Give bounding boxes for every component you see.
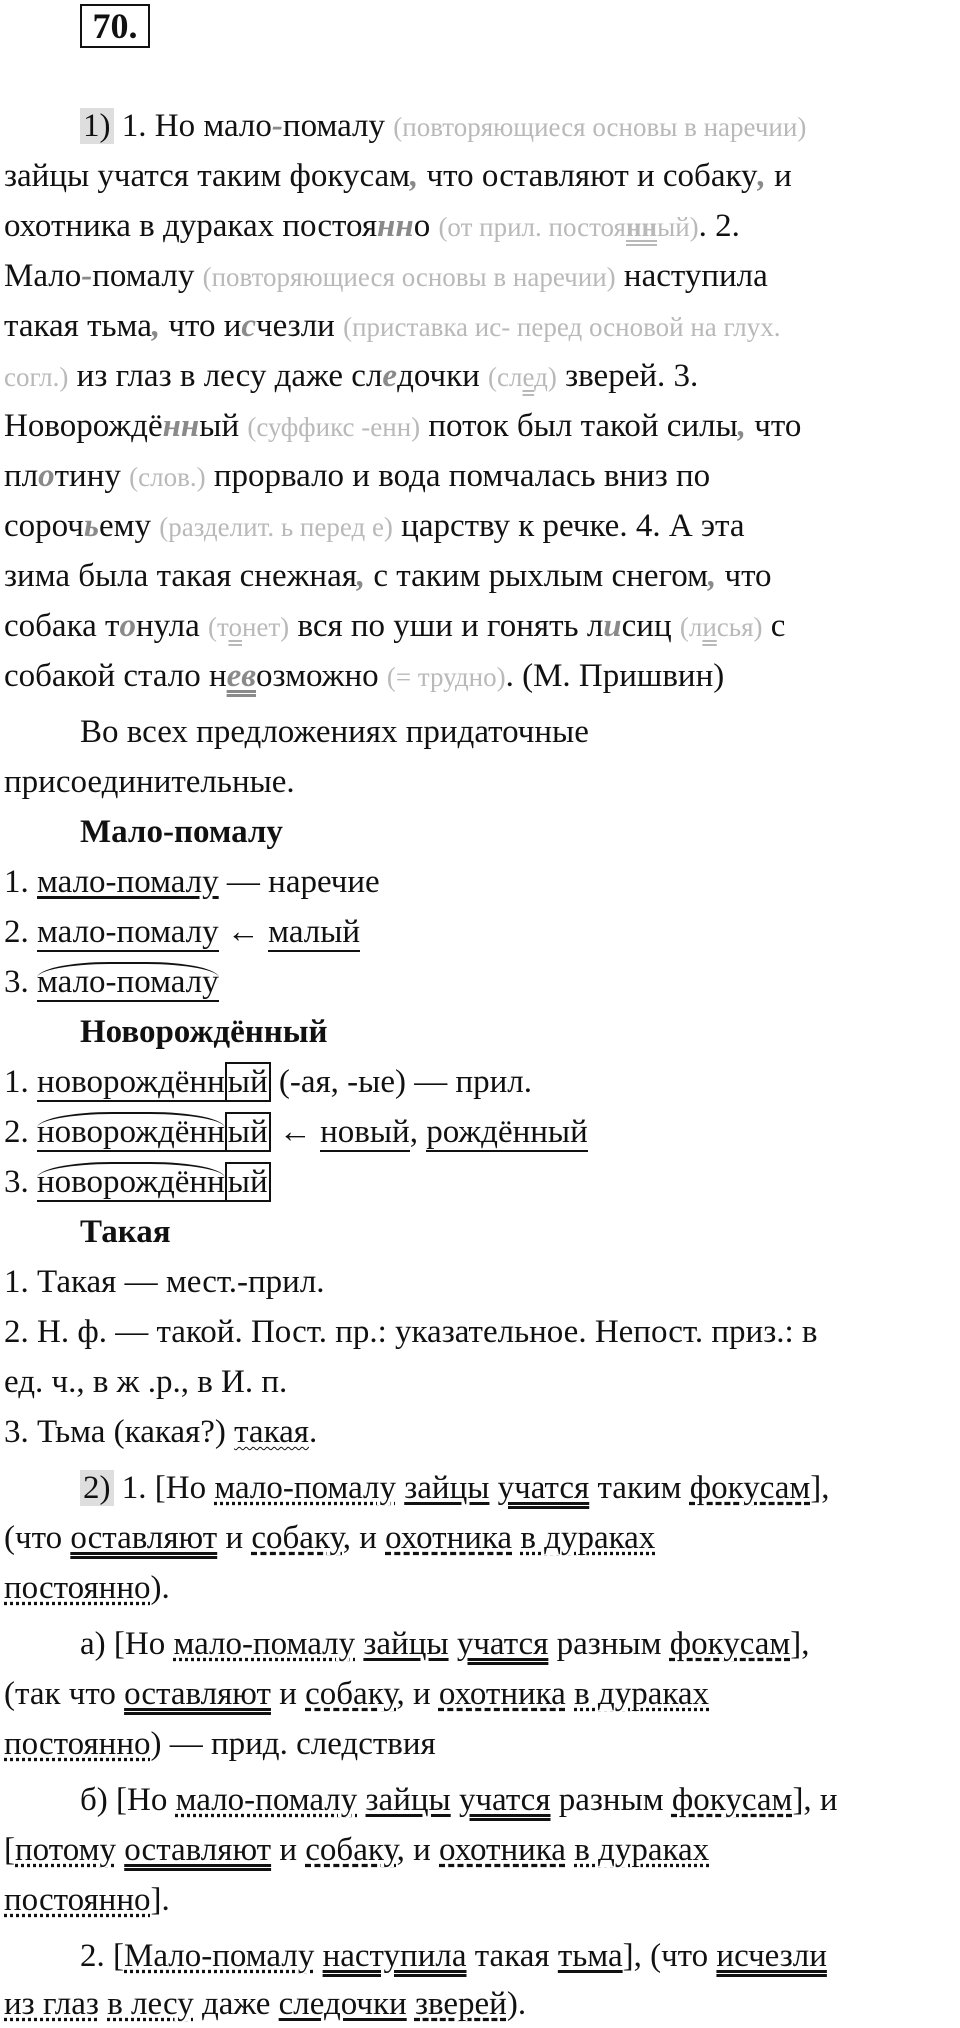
syntax-line: постоянно]. [4,1882,170,1918]
syntax-line: [потому оставляют и собаку, и охотника в дураках [4,1832,710,1868]
section-heading: Мало-помалу [80,814,283,850]
syntax-line: из глаз в лесу даже следочки зверей). [4,1986,527,2022]
task-marker: 1) [80,108,114,144]
text-line: зайцы учатся таким фокусам, что оставляют и собаку, и [4,158,792,194]
syntax-line: б) [Но мало-помалу зайцы учатся разным фокусам], и [80,1782,838,1818]
text-line: Во всех предложениях придаточные [80,714,589,750]
syntax-line: (что оставляют и собаку, и охотника в дураках [4,1520,656,1556]
analysis-line: 2. новорождённый ← новый, рождённый [4,1114,588,1150]
text-line: зима была такая снежная, с таким рыхлым снегом, что [4,558,772,594]
text-line: собакой стало невозможно (= трудно). (М. Пришвин) [4,658,725,694]
analysis-line: 3. новорождённый [4,1162,271,1202]
text-line: согл.) из глаз в лесу даже следочки (след) зверей. 3. [4,358,699,394]
syntax-line: а) [Но мало-помалу зайцы учатся разным фокусам], [80,1626,810,1662]
syntax-line: 2. [Мало-помалу наступила такая тьма], (что исчезли [80,1938,827,1974]
syntax-line: 2) 1. [Но мало-помалу зайцы учатся таким фокусам], [80,1468,830,1508]
analysis-line: 3. Тьма (какая?) такая. [4,1414,318,1450]
analysis-line: 2. мало-помалу ← малый [4,914,361,950]
text-line: охотника в дураках постоянно (от прил. постоянный). 2. [4,208,740,244]
analysis-line: 3. мало-помалу [4,964,219,1000]
exercise-number: 70. [80,4,150,48]
analysis-line: 2. Н. ф. — такой. Пост. пр.: указательное. Непост. приз.: в [4,1314,818,1350]
text-line: плотину (слов.) прорвало и вода помчалась вниз по [4,458,711,494]
text-line: Мало-помалу (повторяющиеся основы в наречии) наступила [4,258,768,294]
text-line: 1) 1. Но мало-помалу (повторяющиеся основы в наречии) [80,106,806,147]
analysis-line: 1. Такая — мест.-прил. [4,1264,325,1300]
syntax-line: (так что оставляют и собаку, и охотника в дураках [4,1676,710,1712]
text-line: такая тьма, что исчезли (приставка ис- перед основой на глух. [4,308,781,344]
task-marker: 2) [80,1470,114,1506]
text-line: собака тонула (тонет) вся по уши и гонять лисиц (лисья) с [4,608,786,644]
text-line: присоединительные. [4,764,295,800]
analysis-line: 1. новорождённый (-ая, -ые) — прил. [4,1064,532,1100]
syntax-line: постоянно). [4,1570,170,1606]
section-heading: Такая [80,1214,171,1250]
text-line: сорочьему (разделит. ь перед е) царству к речке. 4. А эта [4,508,745,544]
section-heading: Новорождённый [80,1014,328,1050]
analysis-line: ед. ч., в ж .р., в И. п. [4,1364,288,1400]
text-line: Новорождённый (суффикс -енн) поток был такой силы, что [4,408,802,444]
syntax-line: постоянно) — прид. следствия [4,1726,436,1762]
analysis-line: 1. мало-помалу — наречие [4,864,380,900]
